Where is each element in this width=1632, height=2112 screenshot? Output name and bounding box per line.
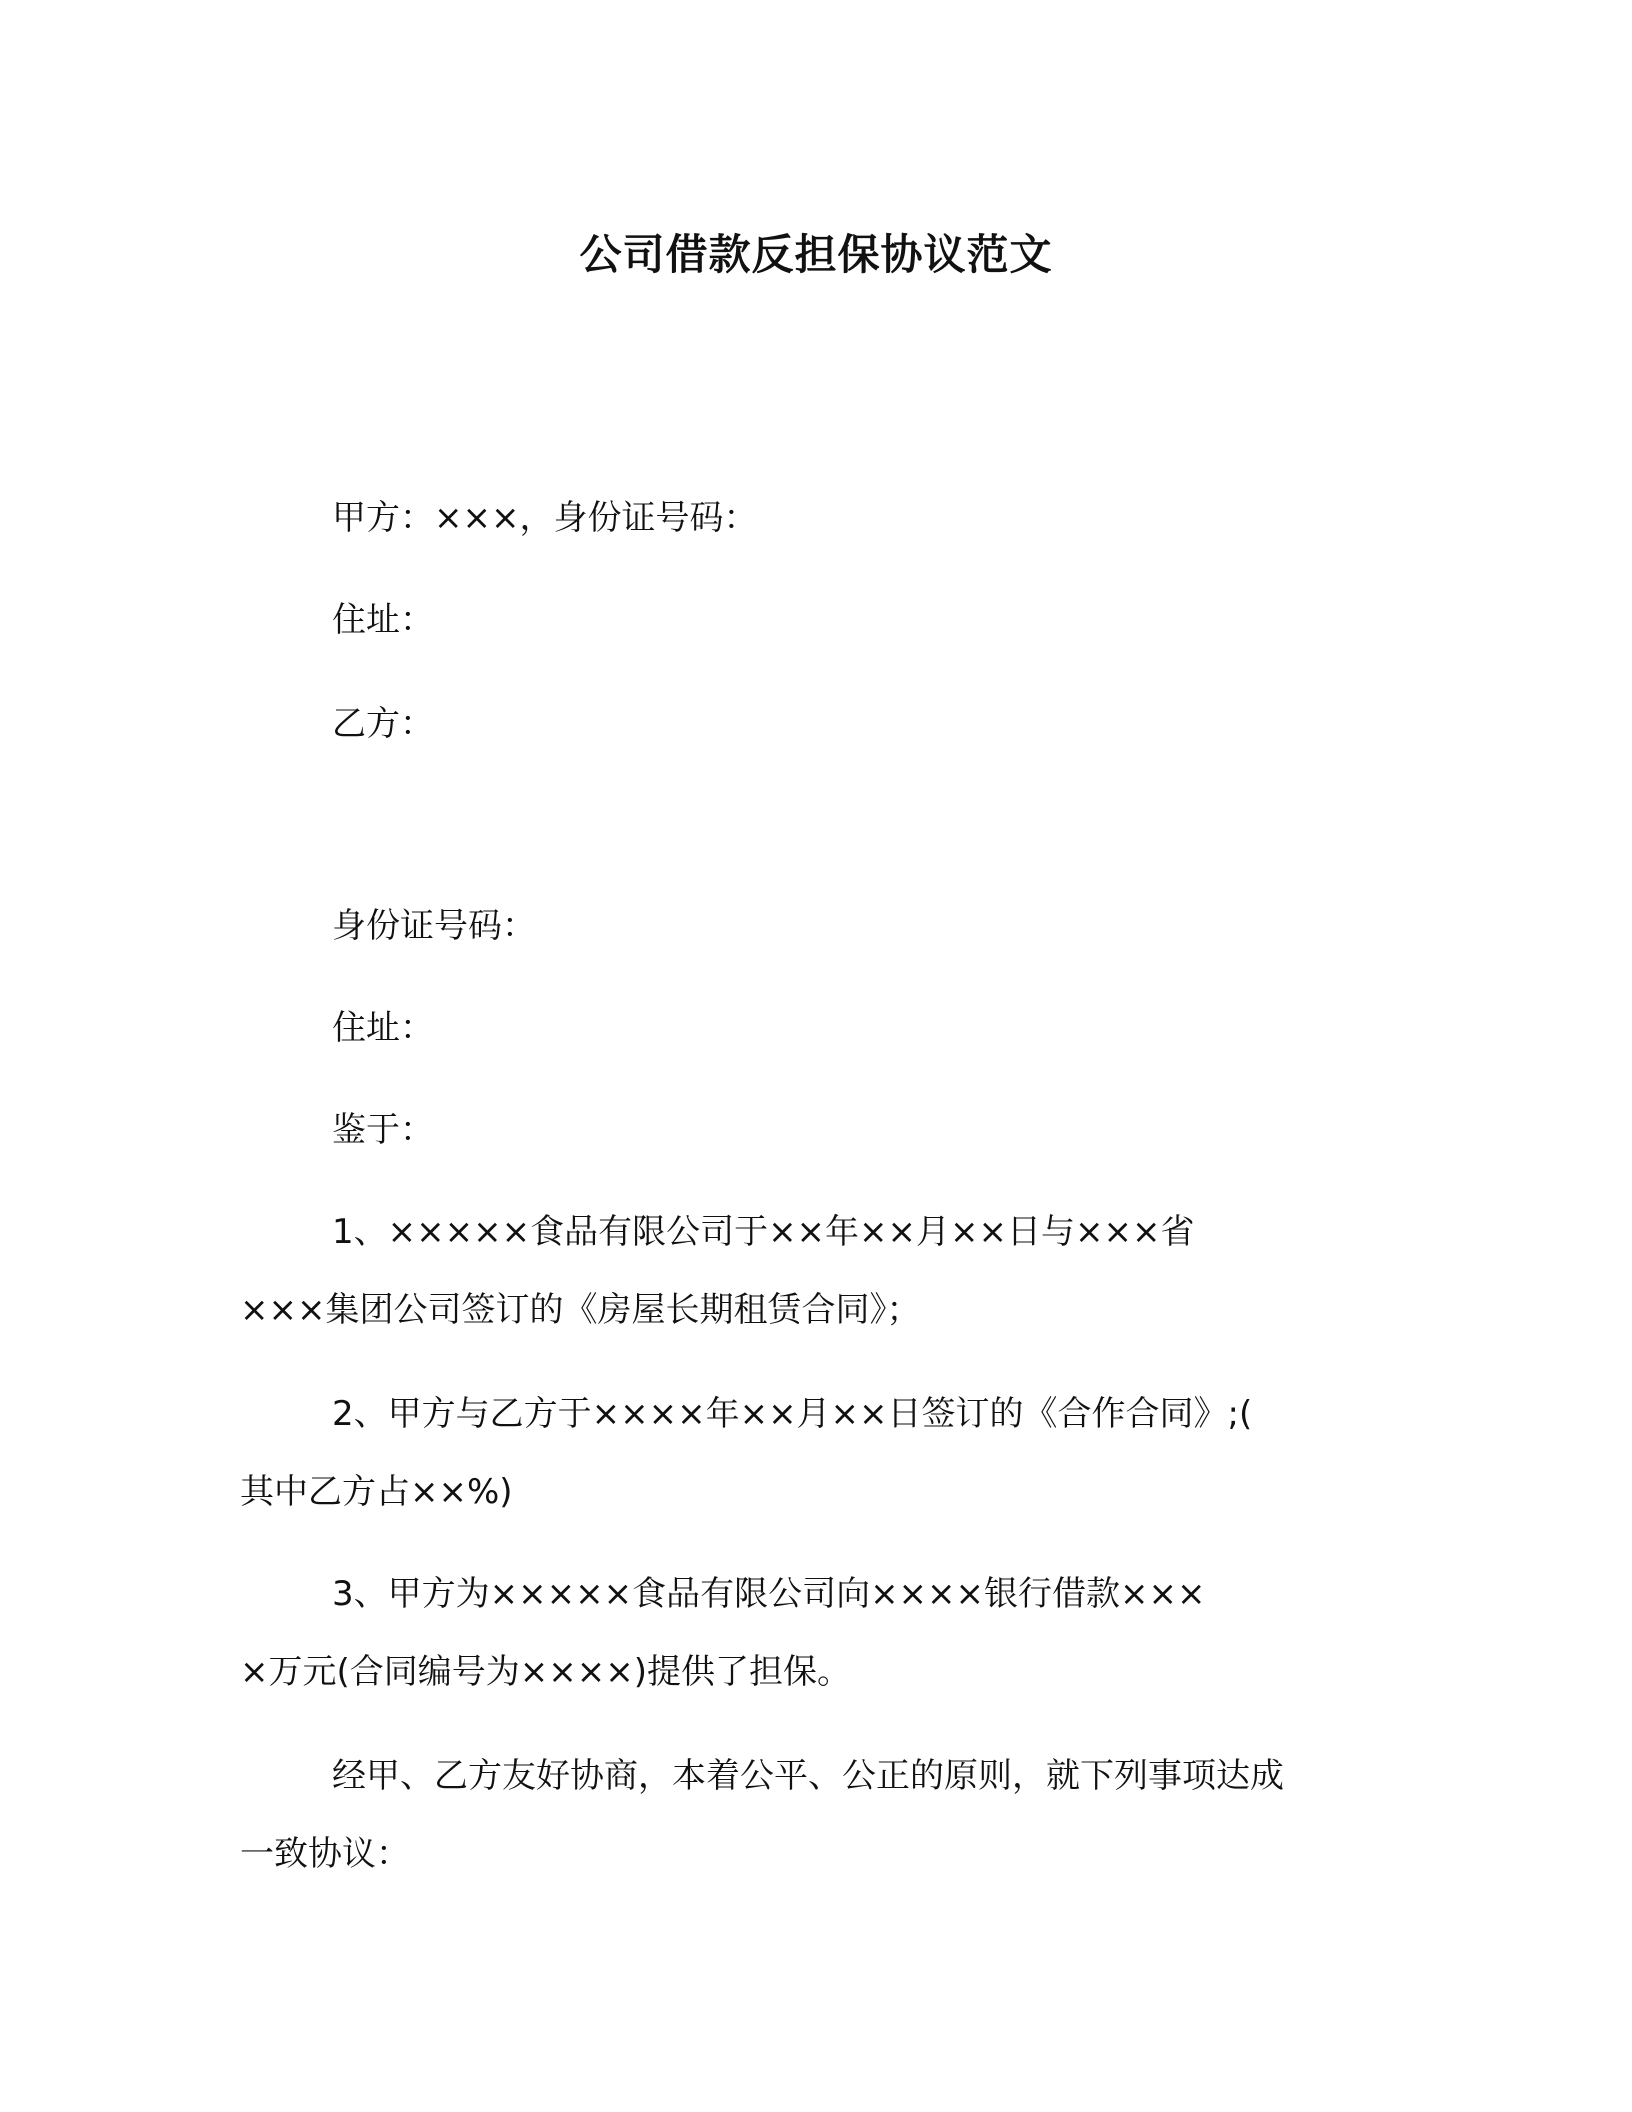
whereas-label: 鉴于： — [332, 1110, 434, 1150]
document-title: 公司借款反担保协议范文 — [579, 230, 1053, 279]
party-b-address: 住址： — [332, 1008, 434, 1048]
agreement-line-2: 一致协议： — [240, 1834, 410, 1874]
party-a-address: 住址： — [332, 600, 434, 640]
whereas-item-1-line-1: 1、×××××食品有限公司于××年××月××日与×××省 — [332, 1212, 1195, 1252]
whereas-item-2-line-1: 2、甲方与乙方于××××年××月××日签订的《合作合同》;( — [332, 1394, 1253, 1434]
whereas-item-3-line-2: ×万元(合同编号为××××)提供了担保。 — [240, 1652, 851, 1692]
party-a-line: 甲方：×××，身份证号码： — [332, 498, 758, 538]
agreement-line-1: 经甲、乙方友好协商，本着公平、公正的原则，就下列事项达成 — [332, 1756, 1284, 1796]
party-b-id-number: 身份证号码： — [332, 906, 536, 946]
whereas-item-1-line-2: ×××集团公司签订的《房屋长期租赁合同》； — [240, 1290, 921, 1330]
whereas-item-2-line-2: 其中乙方占××%) — [240, 1472, 513, 1512]
whereas-item-3-line-1: 3、甲方为×××××食品有限公司向××××银行借款××× — [332, 1574, 1206, 1614]
party-b-label: 乙方： — [332, 704, 434, 744]
